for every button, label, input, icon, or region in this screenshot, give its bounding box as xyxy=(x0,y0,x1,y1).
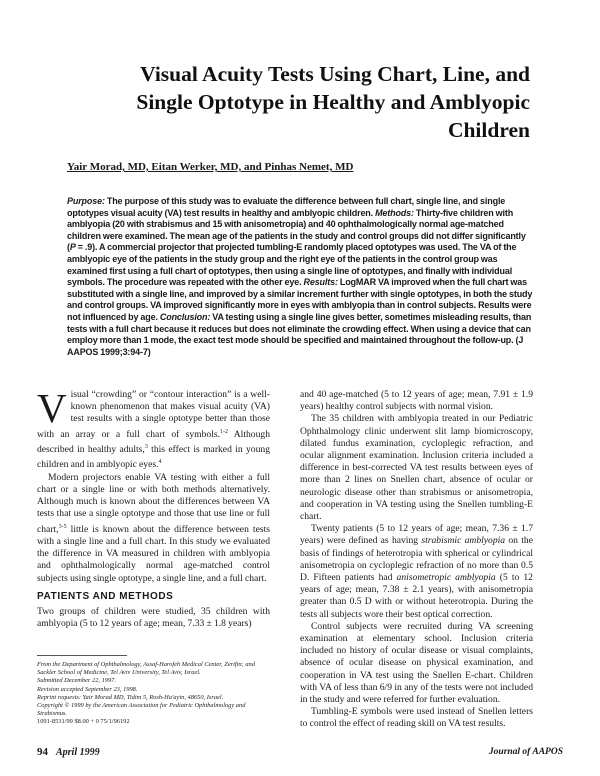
methods-paragraph-5: Tumbling-E symbols were used instead of Snellen letters to control the effect of reading skill on VA test results. xyxy=(300,706,533,730)
intro-paragraph-2 xyxy=(37,472,270,585)
methods-label: Methods: xyxy=(375,207,414,218)
footnote-line: Sackler School of Medicine, Tel Aviv University, Tel Aviv, Israel. xyxy=(37,669,201,677)
methods-paragraph-4: Control subjects were recruited during VA screening examination at elementary school. Inclusion criteria included no history of ocular disease or visual complaints, absence of ocular disease on physical examination, and cooperation in VA test using the Snellen E-chart. Children with VA of less than 6/9 in any of the tests were not included in the study and were referred for further evaluation. xyxy=(300,620,533,706)
authors: Yair Morad, MD, Eitan Werker, MD, and Pinhas Nemet, MD xyxy=(67,161,354,173)
methods-paragraph-3 xyxy=(300,523,533,621)
methods-paragraph-1-cont: and 40 age-matched (5 to 12 years of age; mean, 7.91 ± 1.9 years) healthy control subjects with normal vision. xyxy=(300,389,533,413)
page-footer-left xyxy=(37,746,100,758)
methods-paragraph-2: The 35 children with amblyopia treated in our Pediatric Ophthalmology clinic underwent slit lamp biomicroscopy, dilated fundus examination, cycloplegic refraction, and ocular alignment examination. Inclusion criteria included a difference in best-corrected VA test results between eyes of more than 2 lines on Snellen chart, absence of ocular or neurologic disease other than strabismus or anisometropia, and cooperation in VA testing using the Snellen tumbling-E chart. xyxy=(300,413,533,523)
intro-text-1c: this effect is marked in young children and in amblyopic eyes. xyxy=(37,444,270,471)
footnote-line: Revision accepted September 23, 1998. xyxy=(37,685,138,693)
conclusion-text: VA testing using a single line gives better, sometimes misleading results, than tests with a full chart because it reduces but does not eliminate the crowding effect. When using a device that can employ more than 1 mode, the exact test mode should be specified and maintained throughout the follow-up. (J AAPOS 1999;3:94-7) xyxy=(67,311,532,357)
title-line-2: Single Optotype in Healthy and Amblyopic xyxy=(136,90,530,114)
journal-name: Journal of AAPOS xyxy=(488,747,563,757)
footnote-rule xyxy=(37,655,127,656)
right-column xyxy=(300,389,533,731)
methods-text-3c: (5 to 12 years of age; mean, 7.38 ± 2.1 years), with anisometropia greater than 0.5 D with or without heterotropia. During the tests all subjects wore their best optical correction. xyxy=(300,572,533,620)
methods-text-b: = .9). A commercial projector that projected tumbling-E randomly placed optotypes was used. The VA of the amblyopic eye of the patients in the study group and the right eye of the patients in the control group was examined first using a full chart of optotypes, then using a single line of optotypes, and finally with individual symbols. The procedure was repeated with the other eye. xyxy=(67,242,517,288)
footnote-line: 1091-8531/99 $8.00 + 0 75/1/96192 xyxy=(37,718,130,726)
results-label: Results: xyxy=(303,277,338,288)
abstract xyxy=(67,196,534,358)
title-line-3: Children xyxy=(447,118,530,142)
title-line-1: Visual Acuity Tests Using Chart, Line, and xyxy=(140,62,530,86)
citation: 3-5 xyxy=(58,523,67,530)
methods-text-3a: Twenty patients (5 to 12 years of age; mean, 7.36 ± 1.7 years) were defined as having xyxy=(300,523,533,547)
intro-paragraph-1 xyxy=(37,385,270,472)
footnote-line: Strabismus. xyxy=(37,710,68,718)
strabismic-term: strabismic amblyopia xyxy=(421,535,506,547)
page-number: 94 xyxy=(37,746,48,758)
methods-text-3b: on the basis of findings of heterotropia with spherical or cylindrical anisometropia on cycloplegic refraction of no more than 0.5 D. Fifteen patients had xyxy=(300,535,533,584)
citation: 3 xyxy=(144,444,148,450)
purpose-label: Purpose: xyxy=(67,196,105,206)
results-text: LogMAR VA improved when the full chart was substituted with a single line, and improved by a similar increment further with single optotypes, in both the study and control groups. VA improved significantly more in eyes with amblyopia than in control subjects. Results were not influenced by age. xyxy=(67,277,533,322)
footnote-line: Reprint requests: Yair Morad MD, Tidim 5, Rosh-Ha'ayin, 48650, Israel. xyxy=(37,693,224,701)
methods-paragraph-1: Two groups of children were studied, 35 children with amblyopia (5 to 12 years of age; mean, 7.33 ± 1.8 years) xyxy=(37,606,270,630)
conclusion-label: Conclusion: xyxy=(159,311,211,322)
citation: 1-2 xyxy=(220,428,229,435)
purpose-text: The purpose of this study was to evaluate the difference between full chart, single line, and single optotypes visual acuity (VA) test results in healthy and amblyopic children. xyxy=(67,196,506,218)
footnote-line: Submitted December 22, 1997. xyxy=(37,677,116,685)
intro-text-2b: little is known about the difference between tests with a single line and a full chart. In this study we evaluated the difference in VA measured in children with amblyopia and ophthalmologically normal age-matched control subjects using single optotype, a single line, and a full chart. xyxy=(37,523,270,584)
methods-p: P xyxy=(69,242,76,253)
left-column xyxy=(37,385,270,630)
article-title xyxy=(40,60,530,144)
drop-cap: V xyxy=(37,385,67,431)
section-heading: PATIENTS AND METHODS xyxy=(37,590,174,602)
methods-text-a: Thirty-five children with amblyopia (20 with strabismus and 15 with anisometropia) and 40 ophthalmologically normal age-matched children were examined. The mean age of the patients in the study and control groups did not differ significantly ( xyxy=(67,207,526,253)
issue-date: April 1999 xyxy=(56,747,100,758)
intro-text-1a: isual “crowding” or “contour interaction” is a well-known phenomenon that makes visual acuity (VA) test results with a single optotype better than those with an array or a full chart of symbols. xyxy=(37,389,270,440)
citation: 4 xyxy=(158,459,162,466)
footnotes xyxy=(37,661,270,727)
intro-text-2a: Modern projectors enable VA testing with either a full chart or a single line or with both methods alternatively. Although much is known about the differences between VA tests that use a single optotype and those that use line or full chart, xyxy=(37,471,270,535)
intro-text-1b: Although described in healthy adults, xyxy=(37,428,270,456)
anisometropic-term: anisometropic amblyopia xyxy=(396,572,496,584)
footnote-line: From the Department of Ophthalmology, Assaf-Harofeh Medical Center, Zerifin; and xyxy=(37,661,255,668)
footnote-line: Copyright © 1999 by the American Association for Pediatric Ophthalmology and xyxy=(37,702,246,710)
